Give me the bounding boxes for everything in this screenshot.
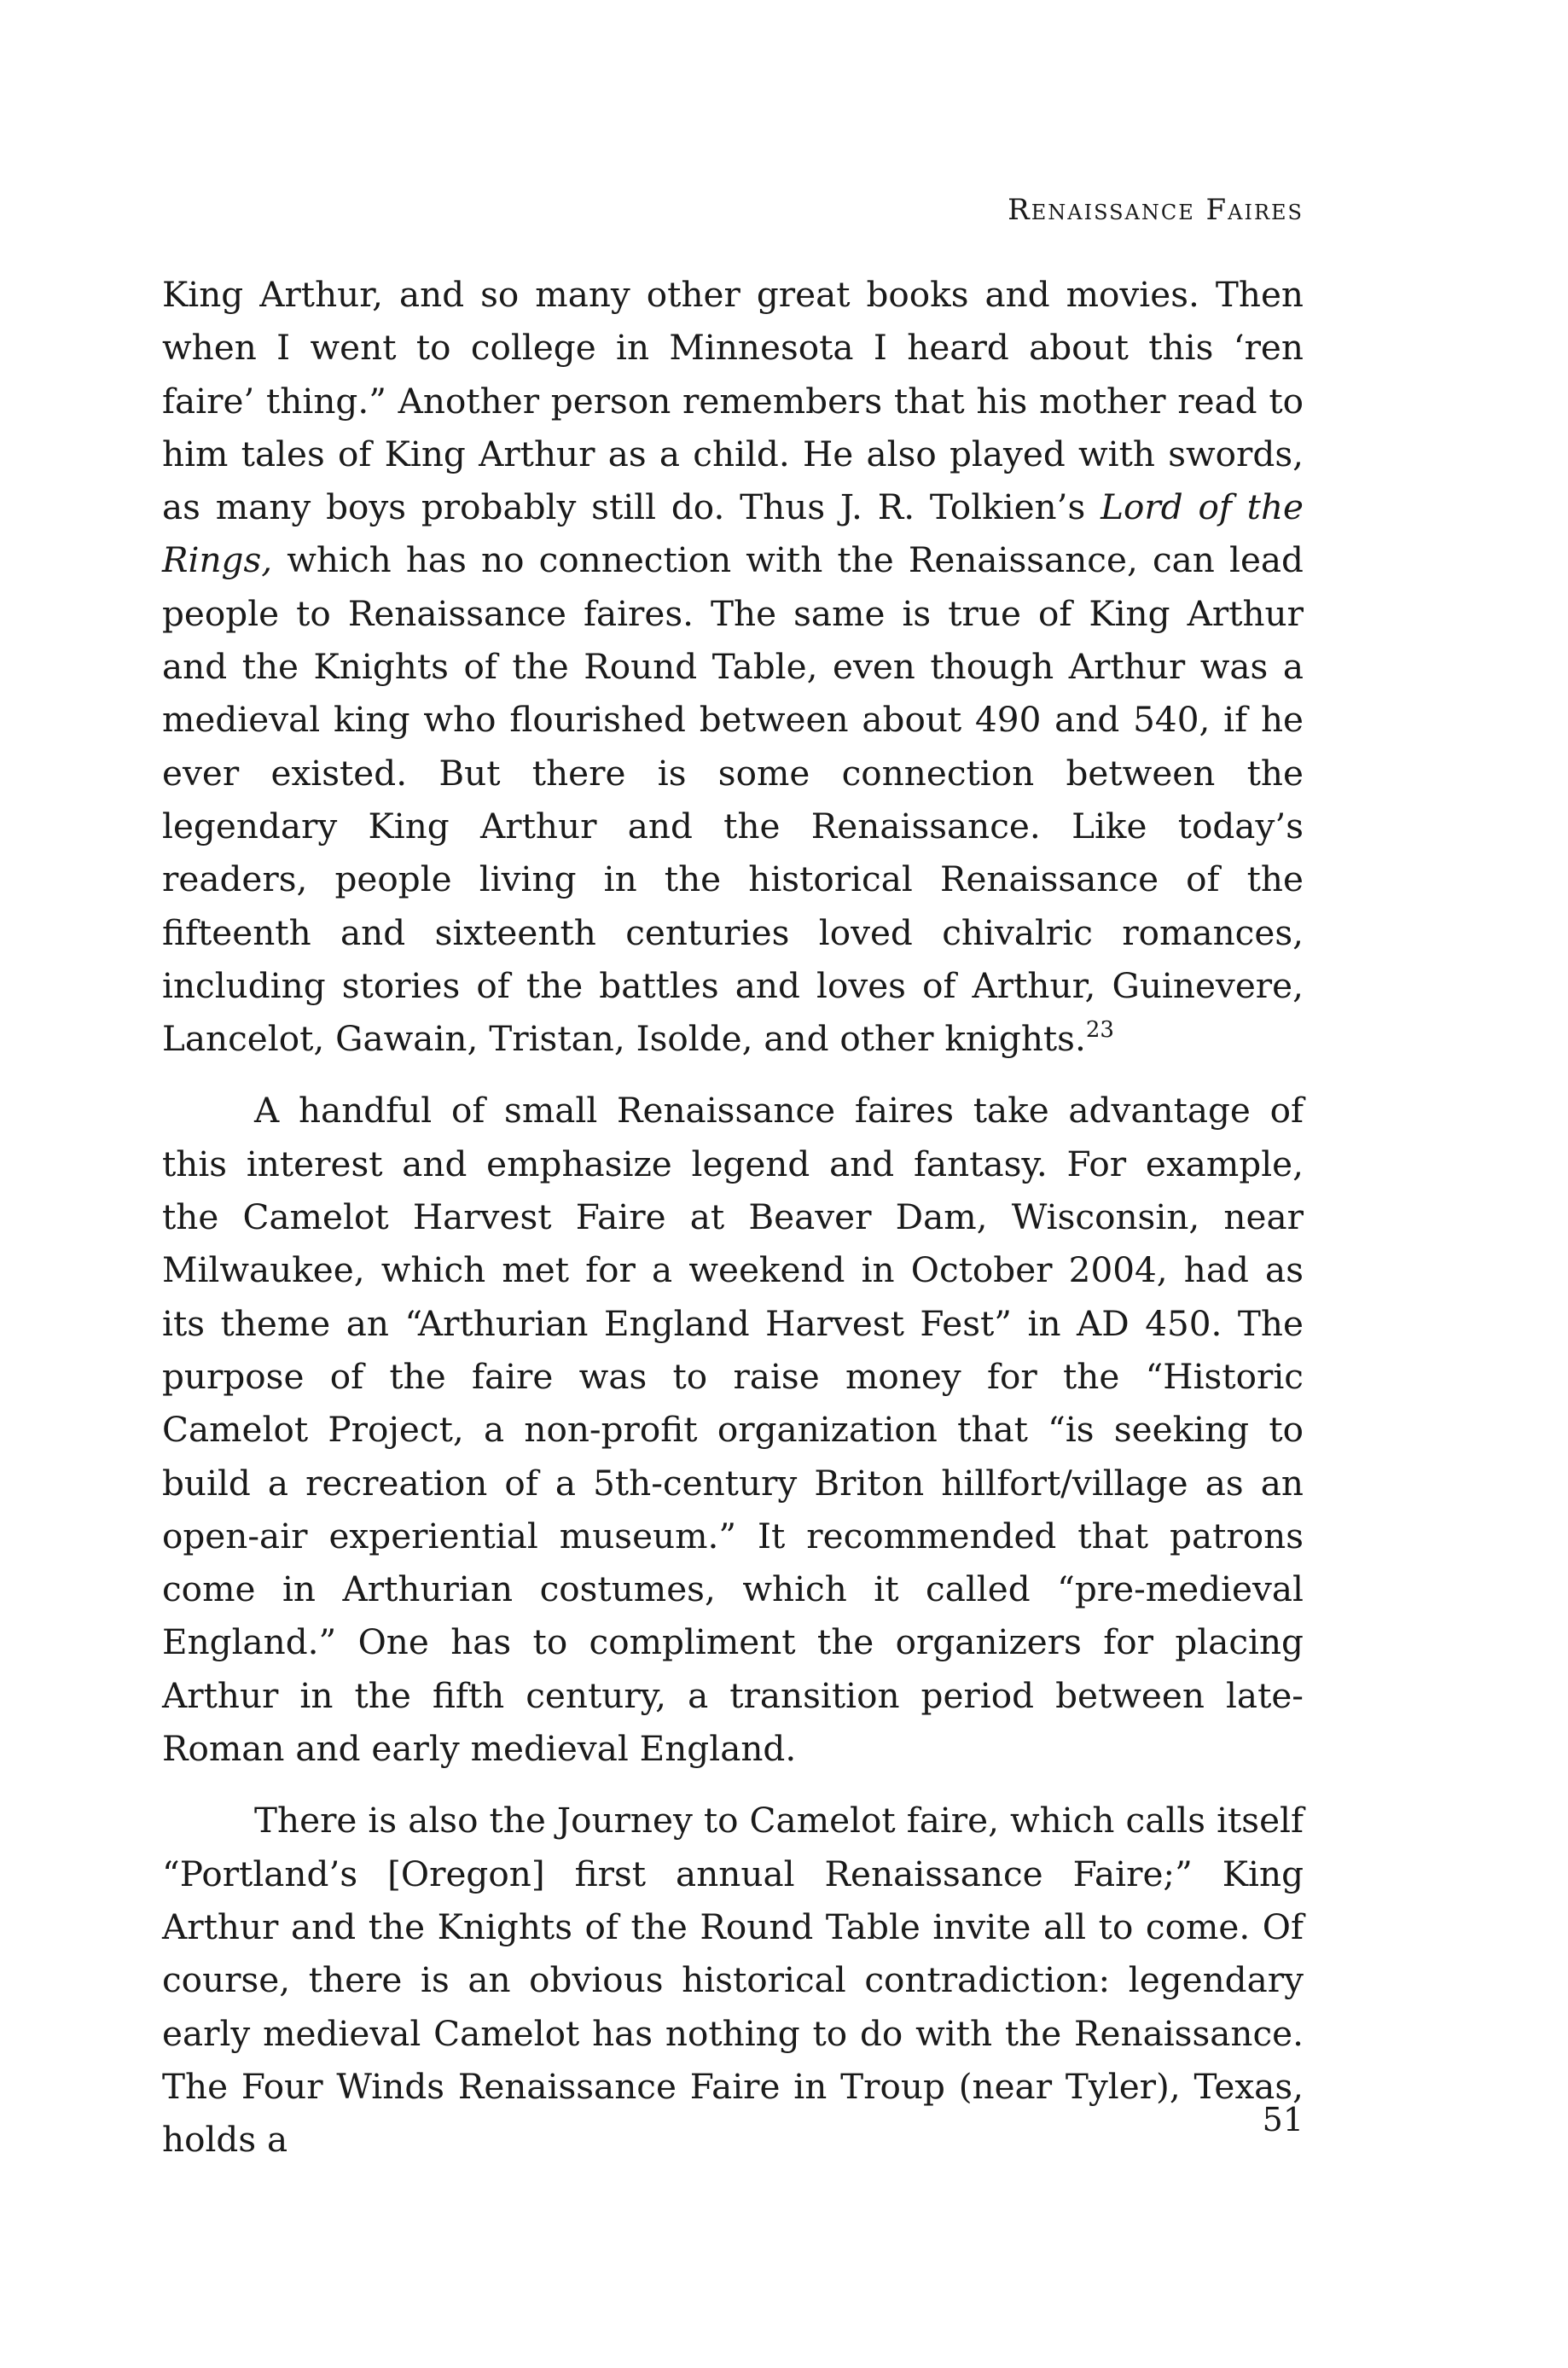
paragraph-1-text-after: which has no connection with the Renaissance, can lead people to Renaissance faires. The same is true of King Arthur and the Knights of the Round Table, even though Arthur was a medieval king who flourished between about 490 and 540, if he ever existed. But there is some connection between the legendary King Arthur and the Renaissance. Like today’s readers, people living in the historical Renaissance of the fifteenth and sixteenth centuries loved chivalric romances, including stories of the battles and loves of Arthur, Guinevere, Lancelot, Gawain, Tristan, Isolde, and other knights. [162,539,1304,1060]
paragraph-1-text-before: King Arthur, and so many other great books and movies. Then when I went to college in Minnesota I heard about this ‘ren faire’ thing.” Another person remembers that his mother read to him tales of King Arthur as a child. He also played with swords, as many boys probably still do. Thus J. R. Tolkien’s [162,274,1304,528]
paragraph-3: There is also the Journey to Camelot faire, which calls itself “Portland’s [Oregon] first annual Renaissance Faire;” King Arthur and the Knights of the Round Table invite all to come. Of course, there is an obvious historical contradiction: legendary early medieval Camelot has nothing to do with the Renaissance. The Four Winds Renaissance Faire in Troup (near Tyler), Texas, holds a [162,1800,1304,2161]
body-text [162,268,1304,2185]
page-number: 51 [1262,2101,1304,2138]
book-title-italic: Lord of the Rings, [162,486,1304,581]
paragraph-2: A handful of small Renaissance faires take advantage of this interest and emphasize legend and fantasy. For example, the Camelot Harvest Faire at Beaver Dam, Wisconsin, near Milwaukee, which met for a weekend in October 2004, had as its theme an “Arthurian England Harvest Fest” in AD 450. The purpose of the faire was to raise money for the “Historic Camelot Project, a non-profit organization that “is seeking to build a recreation of a 5th-century Briton hillfort/village as an open-air experiential museum.” It recommended that patrons come in Arthurian costumes, which it called “pre-medieval England.” One has to compliment the organizers for placing Arthur in the fifth century, a transition period between late-Roman and early medieval England. [162,1090,1304,1770]
paragraph-1 [162,268,1304,1065]
running-head: Renaissance Faires [1008,193,1304,227]
footnote-ref: 23 [1085,1017,1114,1044]
